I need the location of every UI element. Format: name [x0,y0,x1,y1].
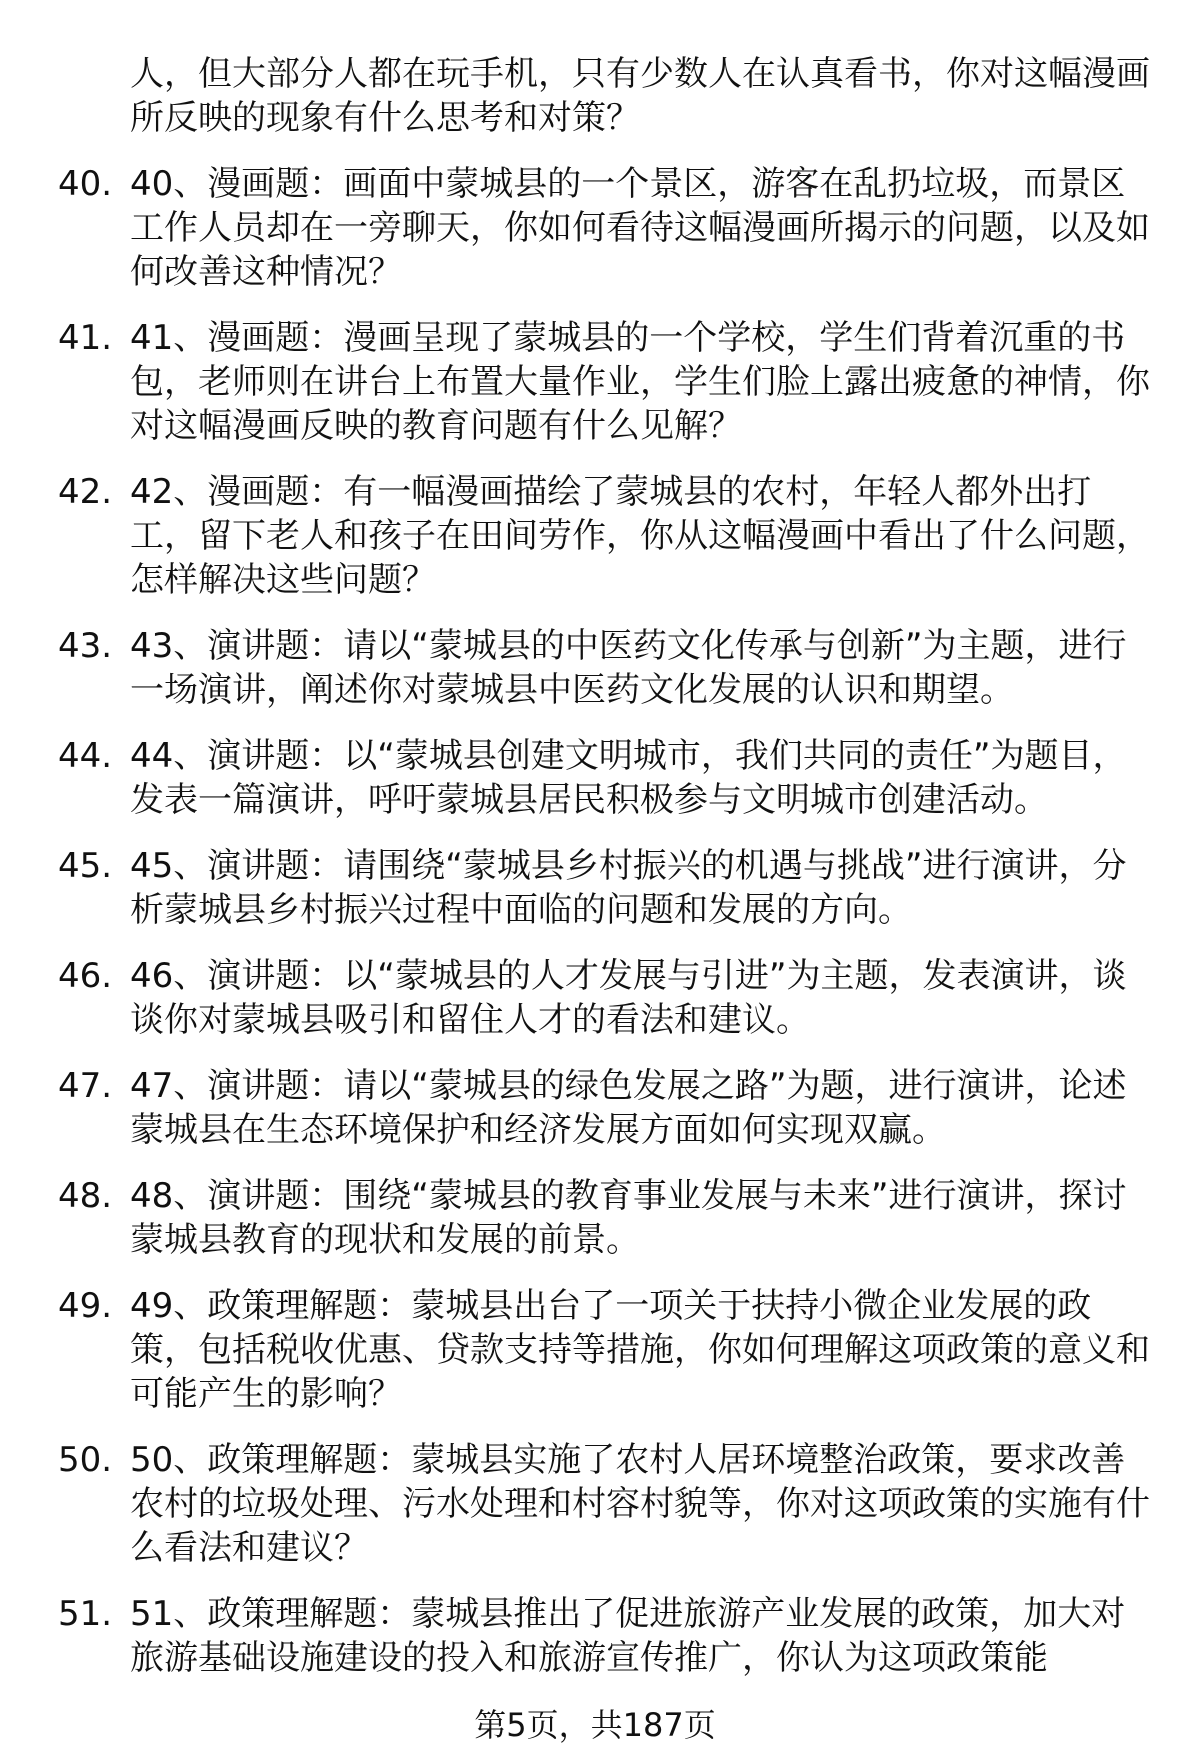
item-text: 50、政策理解题：蒙城县实施了农村人居环境整治政策，要求改善农村的垃圾处理、污水处理和村容村貌等，你对这项政策的实施有什么看法和建议？ [130,1440,1150,1568]
list-item [58,470,1158,602]
list-item [58,1284,1158,1416]
list-item [58,624,1158,712]
item-number: 42. [58,472,113,512]
item-text: 人，但大部分人都在玩手机，只有少数人在认真看书，你对这幅漫画所反映的现象有什么思考和对策？ [130,54,1150,138]
list-item-continued [58,52,1158,140]
item-number: 44. [58,736,113,776]
item-number: 40. [58,164,113,204]
item-number: 46. [58,956,113,996]
item-number: 45. [58,846,113,886]
item-text: 40、漫画题：画面中蒙城县的一个景区，游客在乱扔垃圾，而景区工作人员却在一旁聊天，你如何看待这幅漫画所揭示的问题，以及如何改善这种情况？ [130,164,1150,292]
list-item [58,844,1158,932]
item-text: 48、演讲题：围绕“蒙城县的教育事业发展与未来”进行演讲，探讨蒙城县教育的现状和发展的前景。 [130,1176,1127,1260]
item-text: 42、漫画题：有一幅漫画描绘了蒙城县的农村，年轻人都外出打工，留下老人和孩子在田间劳作，你从这幅漫画中看出了什么问题，怎样解决这些问题？ [130,472,1150,600]
item-number: 48. [58,1176,113,1216]
list-item [58,1174,1158,1262]
item-text: 41、漫画题：漫画呈现了蒙城县的一个学校，学生们背着沉重的书包，老师则在讲台上布置大量作业，学生们脸上露出疲惫的神情，你对这幅漫画反映的教育问题有什么见解？ [130,318,1150,446]
item-text: 43、演讲题：请以“蒙城县的中医药文化传承与创新”为主题，进行一场演讲，阐述你对蒙城县中医药文化发展的认识和期望。 [130,626,1127,710]
item-number: 49. [58,1286,113,1326]
list-item [58,1592,1158,1680]
item-text: 44、演讲题：以“蒙城县创建文明城市，我们共同的责任”为题目，发表一篇演讲，呼吁蒙城县居民积极参与文明城市创建活动。 [130,736,1127,820]
item-text: 46、演讲题：以“蒙城县的人才发展与引进”为主题，发表演讲，谈谈你对蒙城县吸引和留住人才的看法和建议。 [130,956,1127,1040]
item-text: 51、政策理解题：蒙城县推出了促进旅游产业发展的政策，加大对旅游基础设施建设的投入和旅游宣传推广，你认为这项政策能 [130,1594,1126,1678]
item-text: 47、演讲题：请以“蒙城县的绿色发展之路”为题，进行演讲，论述蒙城县在生态环境保护和经济发展方面如何实现双赢。 [130,1066,1127,1150]
item-text: 49、政策理解题：蒙城县出台了一项关于扶持小微企业发展的政策，包括税收优惠、贷款支持等措施，你如何理解这项政策的意义和可能产生的影响？ [130,1286,1150,1414]
item-number: 43. [58,626,113,666]
list-item [58,1064,1158,1152]
item-number: 50. [58,1440,113,1480]
list-item [58,954,1158,1042]
page-footer: 第5页，共187页 [474,1706,716,1744]
list-item [58,162,1158,294]
item-number: 51. [58,1594,113,1634]
list-item [58,734,1158,822]
item-number: 41. [58,318,113,358]
item-text: 45、演讲题：请围绕“蒙城县乡村振兴的机遇与挑战”进行演讲，分析蒙城县乡村振兴过程中面临的问题和发展的方向。 [130,846,1127,930]
list-item [58,1438,1158,1570]
question-list [58,52,1158,1702]
item-number: 47. [58,1066,113,1106]
list-item [58,316,1158,448]
